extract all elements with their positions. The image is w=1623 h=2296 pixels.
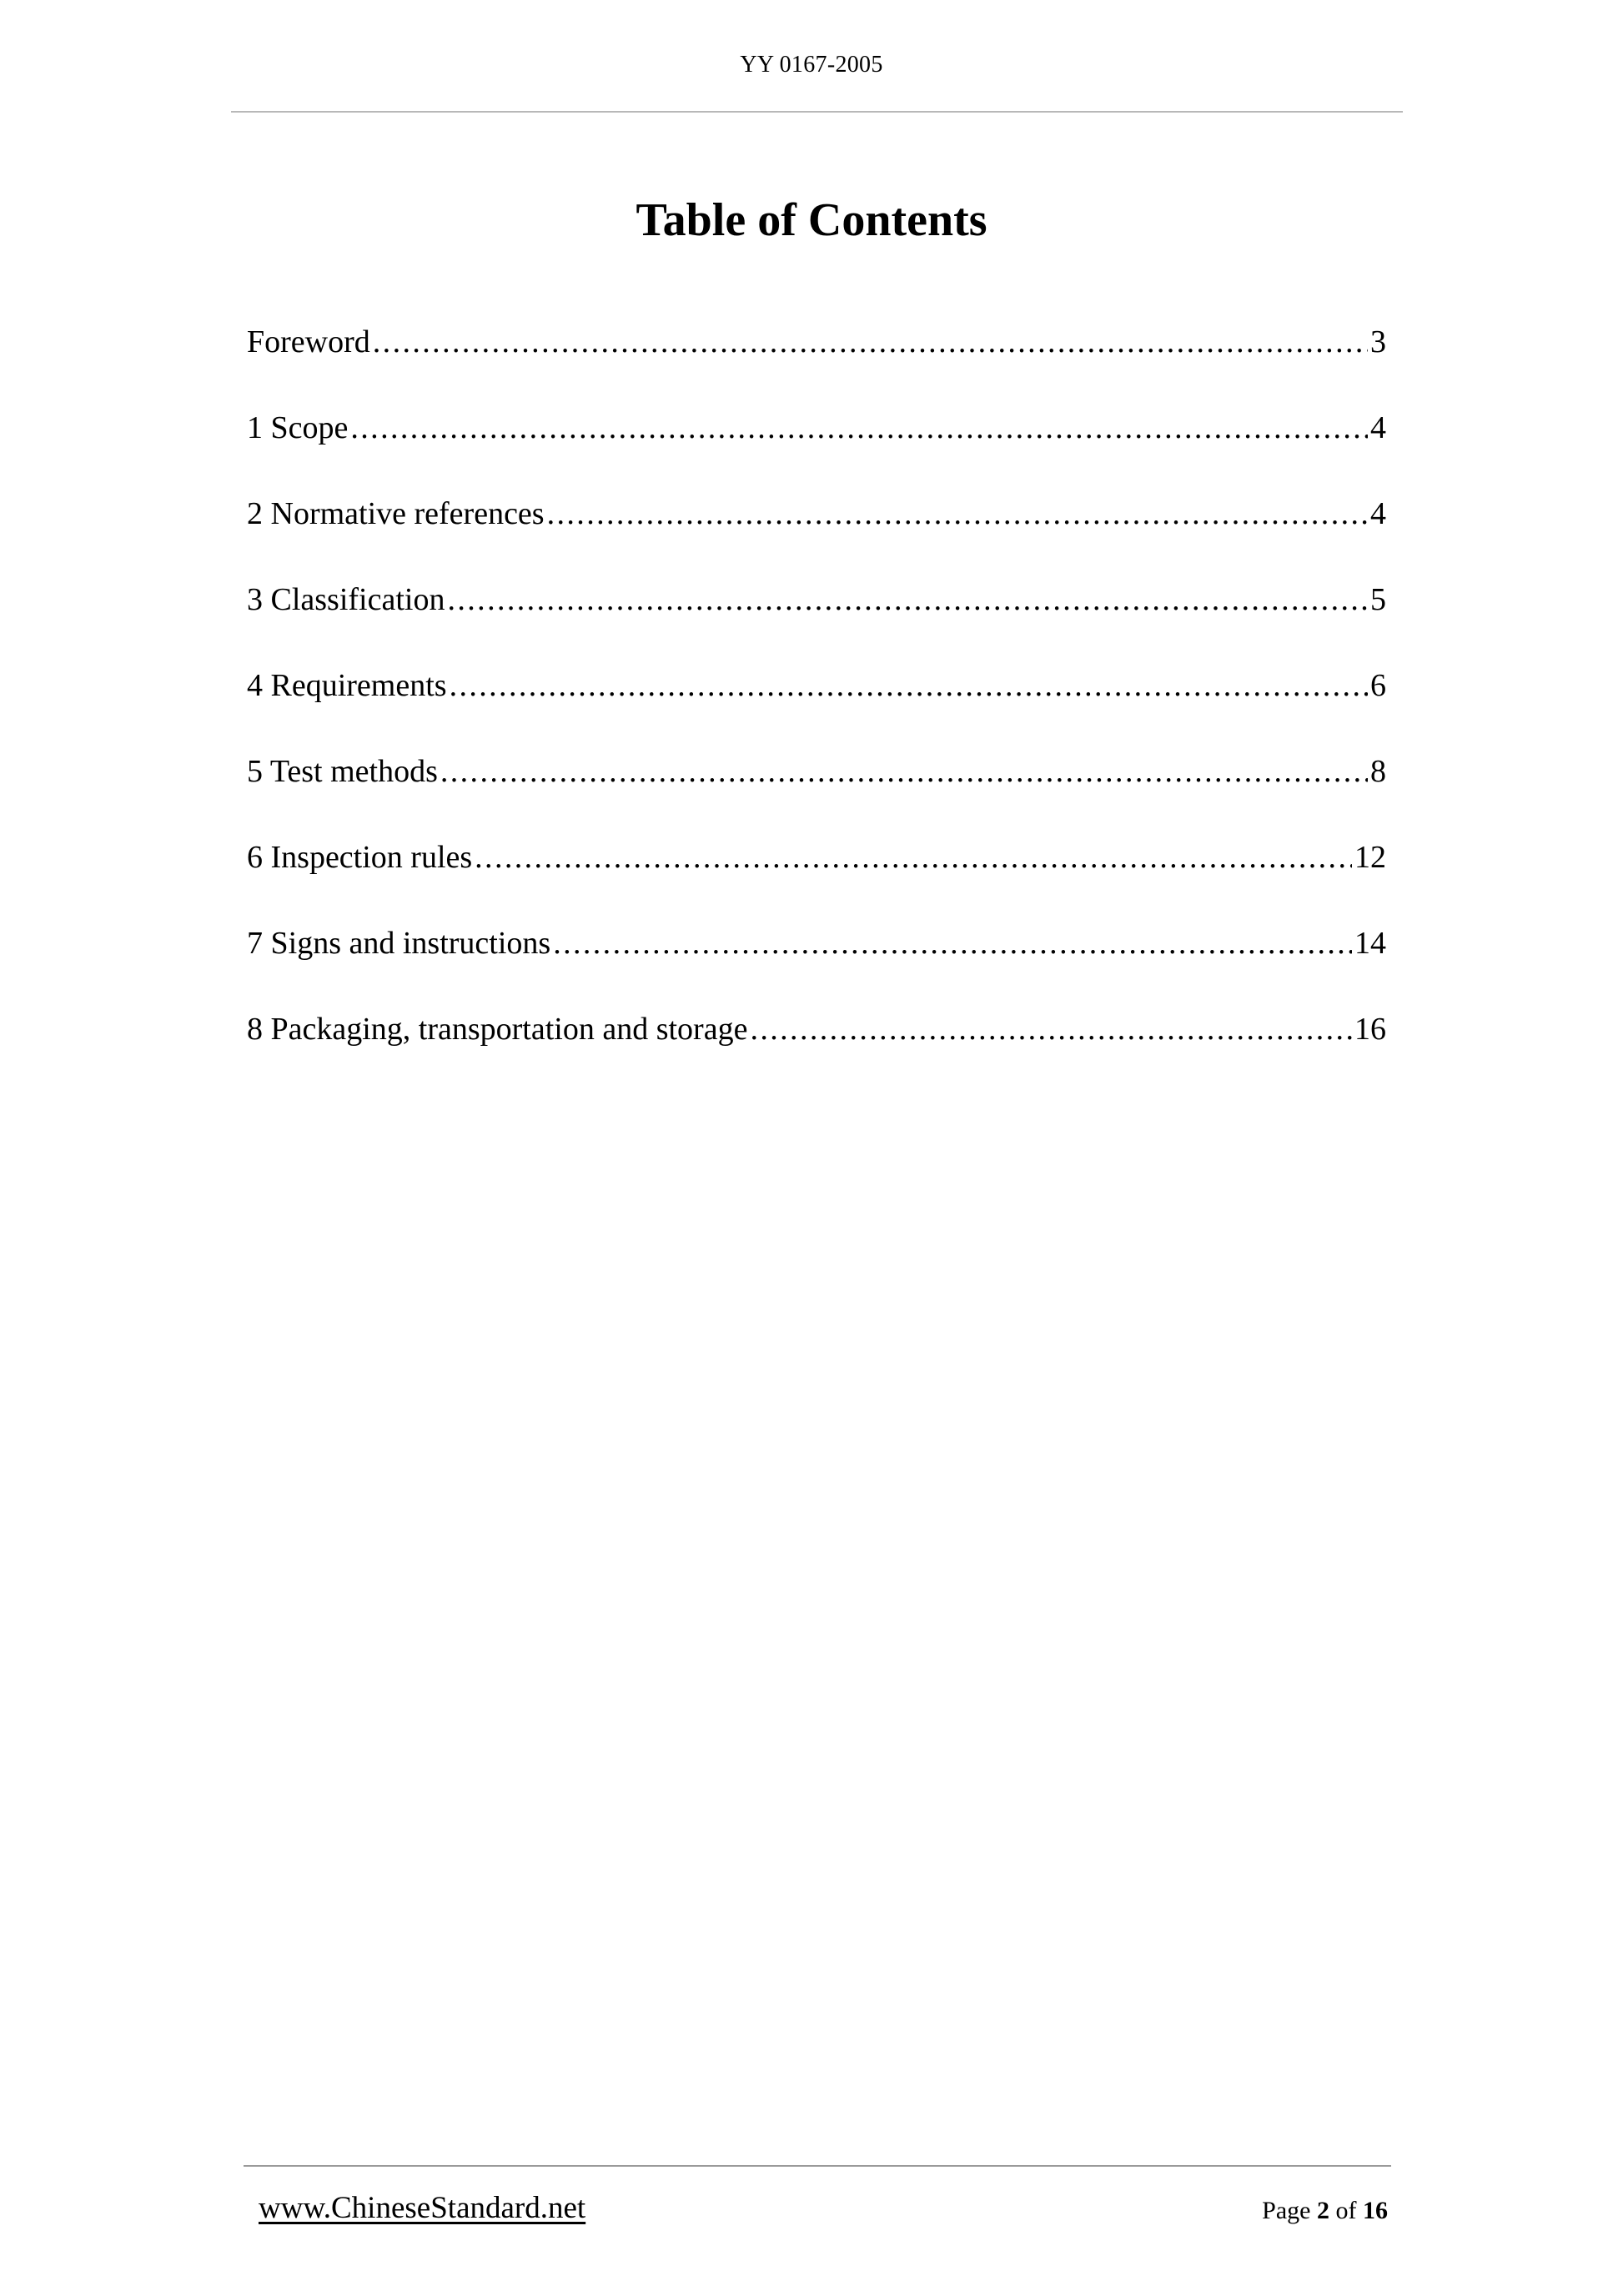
footer-divider [244, 2165, 1391, 2167]
toc-entry-page: 4 [1370, 410, 1386, 445]
toc-entry-normative-references[interactable] [247, 489, 1386, 575]
toc-entry-page: 6 [1370, 668, 1386, 703]
toc-entry-scope[interactable] [247, 403, 1386, 489]
toc-dot-leader [750, 1004, 1352, 1054]
toc-entry-label: 3 Classification [247, 582, 445, 617]
table-of-contents [247, 317, 1386, 1090]
toc-entry-label: 4 Requirements [247, 668, 447, 703]
toc-entry-page: 3 [1370, 324, 1386, 359]
total-pages-number: 16 [1363, 2197, 1388, 2224]
toc-entry-page: 8 [1370, 754, 1386, 789]
toc-entry-label: 8 Packaging, transportation and storage [247, 1012, 748, 1047]
page-title: Table of Contents [636, 194, 987, 246]
toc-dot-leader [475, 832, 1352, 882]
toc-dot-leader [350, 403, 1368, 453]
page-number [1262, 2197, 1388, 2225]
toc-entry-classification[interactable] [247, 575, 1386, 661]
toc-entry-page: 5 [1370, 582, 1386, 617]
toc-entry-label: 1 Scope [247, 410, 349, 445]
toc-entry-label: Foreword [247, 324, 370, 359]
toc-dot-leader [373, 317, 1368, 367]
document-id-header: YY 0167-2005 [740, 52, 883, 78]
toc-entry-label: 7 Signs and instructions [247, 926, 551, 961]
website-link[interactable]: www.ChineseStandard.net [259, 2191, 586, 2225]
toc-dot-leader [440, 746, 1368, 796]
toc-entry-label: 6 Inspection rules [247, 840, 473, 875]
toc-entry-label: 2 Normative references [247, 496, 545, 531]
toc-entry-label: 5 Test methods [247, 754, 438, 789]
toc-entry-inspection-rules[interactable] [247, 832, 1386, 918]
toc-dot-leader [450, 661, 1368, 711]
toc-dot-leader [547, 489, 1368, 539]
toc-entry-signs-and-instructions[interactable] [247, 918, 1386, 1004]
toc-entry-foreword[interactable] [247, 317, 1386, 403]
toc-entry-page: 16 [1354, 1012, 1386, 1047]
page-prefix: Page [1262, 2197, 1311, 2224]
toc-dot-leader [553, 918, 1352, 968]
toc-entry-packaging[interactable] [247, 1004, 1386, 1090]
toc-entry-test-methods[interactable] [247, 746, 1386, 832]
toc-entry-requirements[interactable] [247, 661, 1386, 746]
toc-entry-page: 4 [1370, 496, 1386, 531]
toc-entry-page: 14 [1354, 926, 1386, 961]
current-page-number: 2 [1317, 2197, 1329, 2224]
toc-dot-leader [447, 575, 1368, 625]
header-divider [231, 111, 1403, 113]
toc-entry-page: 12 [1354, 840, 1386, 875]
page-separator: of [1335, 2197, 1357, 2224]
